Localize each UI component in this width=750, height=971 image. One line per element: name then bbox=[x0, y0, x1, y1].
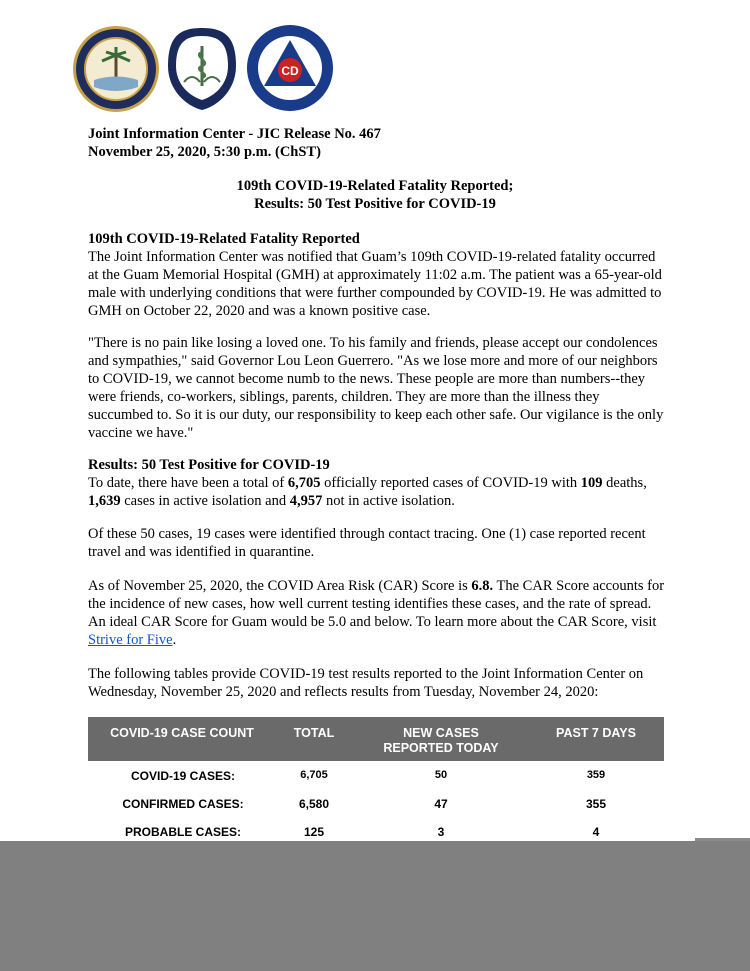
title-line-2: Results: 50 Test Positive for COVID-19 bbox=[254, 196, 496, 212]
homeland-security-seal-logo bbox=[246, 24, 334, 112]
row-new: 3 bbox=[437, 825, 445, 839]
section1 bbox=[88, 230, 668, 320]
text: deaths, bbox=[602, 475, 647, 491]
not-active-isolation: 4,957 bbox=[289, 493, 323, 509]
section2-heading: Results: 50 Test Positive for COVID-19 bbox=[88, 457, 330, 473]
text: . bbox=[172, 632, 177, 648]
table-row bbox=[88, 795, 664, 815]
row-past7: 355 bbox=[585, 797, 607, 811]
row-label: CONFIRMED CASES: bbox=[122, 797, 244, 811]
text: To date, there have been a total of bbox=[88, 475, 288, 491]
svg-text:CD: CD bbox=[281, 64, 299, 78]
section1-heading: 109th COVID-19-Related Fatality Reported bbox=[88, 231, 360, 247]
row-new: 50 bbox=[434, 769, 448, 781]
gray-background bbox=[0, 841, 750, 971]
text: As of November 25, 2020, the COVID Area Risk (CAR) Score is bbox=[88, 578, 472, 594]
release-date: November 25, 2020, 5:30 p.m. (ChST) bbox=[88, 144, 321, 160]
header-past-7-days: PAST 7 DAYS bbox=[556, 726, 636, 740]
table-row bbox=[88, 823, 664, 843]
car-score-paragraph bbox=[88, 577, 668, 649]
title-line-1: 109th COVID-19-Related Fatality Reported; bbox=[236, 178, 514, 194]
case-count-table-header bbox=[88, 717, 664, 761]
release-number: Joint Information Center - JIC Release No. 467 bbox=[88, 126, 381, 142]
section2 bbox=[88, 456, 668, 510]
governors-seal-logo bbox=[72, 25, 160, 113]
header-case-count: COVID-19 CASE COUNT bbox=[110, 726, 254, 740]
header-total: TOTAL bbox=[293, 726, 335, 740]
contact-tracing-paragraph: Of these 50 cases, 19 cases were identified through contact tracing. One (1) case reported recent travel and was identified in quarantine. bbox=[88, 526, 646, 560]
row-label: PROBABLE CASES: bbox=[124, 825, 241, 839]
active-isolation: 1,639 bbox=[88, 493, 121, 509]
header-new-cases: NEW CASES REPORTED TODAY bbox=[383, 726, 499, 755]
section1-paragraph1: The Joint Information Center was notified that Guam’s 109th COVID-19-related fatality occurred at the Guam Memorial Hospital (GMH) at approximately 11:02 a.m. The patient was a 65-year-old male with underlying conditions that were further compounded by COVID-19. He was admitted to GMH on October 22, 2020 and was a known positive case. bbox=[88, 249, 662, 319]
row-past7: 4 bbox=[592, 825, 600, 839]
car-score: 6.8. bbox=[471, 578, 494, 594]
text: cases in active isolation and bbox=[120, 493, 290, 509]
text: officially reported cases of COVID-19 with bbox=[320, 475, 581, 491]
total-cases: 6,705 bbox=[287, 475, 321, 491]
public-health-seal-logo bbox=[166, 26, 238, 112]
text: The CAR Score accounts for the incidence of new cases, how well current testing identifies these cases, and the rate of spread. An ideal CAR Score for Guam would be 5.0 and below. To learn more about the CAR Score, visit bbox=[88, 578, 665, 630]
tables-intro-paragraph: The following tables provide COVID-19 test results reported to the Joint Information Center on Wednesday, November 25, 2020 and reflects results from Tuesday, November 24, 2020: bbox=[88, 666, 644, 700]
row-new: 47 bbox=[434, 797, 448, 811]
row-total: 125 bbox=[303, 825, 325, 839]
row-total: 6,705 bbox=[300, 769, 328, 781]
row-past7: 359 bbox=[586, 769, 606, 781]
row-label: COVID-19 CASES: bbox=[130, 769, 236, 783]
row-total: 6,580 bbox=[298, 797, 330, 811]
table-row bbox=[88, 767, 664, 787]
strive-for-five-link[interactable]: Strive for Five bbox=[88, 632, 173, 648]
governor-quote: "There is no pain like losing a loved one. To his family and friends, please accept our condolences and sympathies," said Governor Lou Leon Guerrero. "As we lose more and more of our neighbors to COVID-19, we cannot become numb to the news. These people are more than numbers--they were friends, co-workers, siblings, parents, children. They are more than the illness they succumbed to. So it is our duty, our responsibility to keep each other safe. Our vigilance is the only vaccine we have." bbox=[88, 335, 664, 441]
text: not in active isolation. bbox=[322, 493, 455, 509]
deaths: 109 bbox=[580, 475, 603, 491]
